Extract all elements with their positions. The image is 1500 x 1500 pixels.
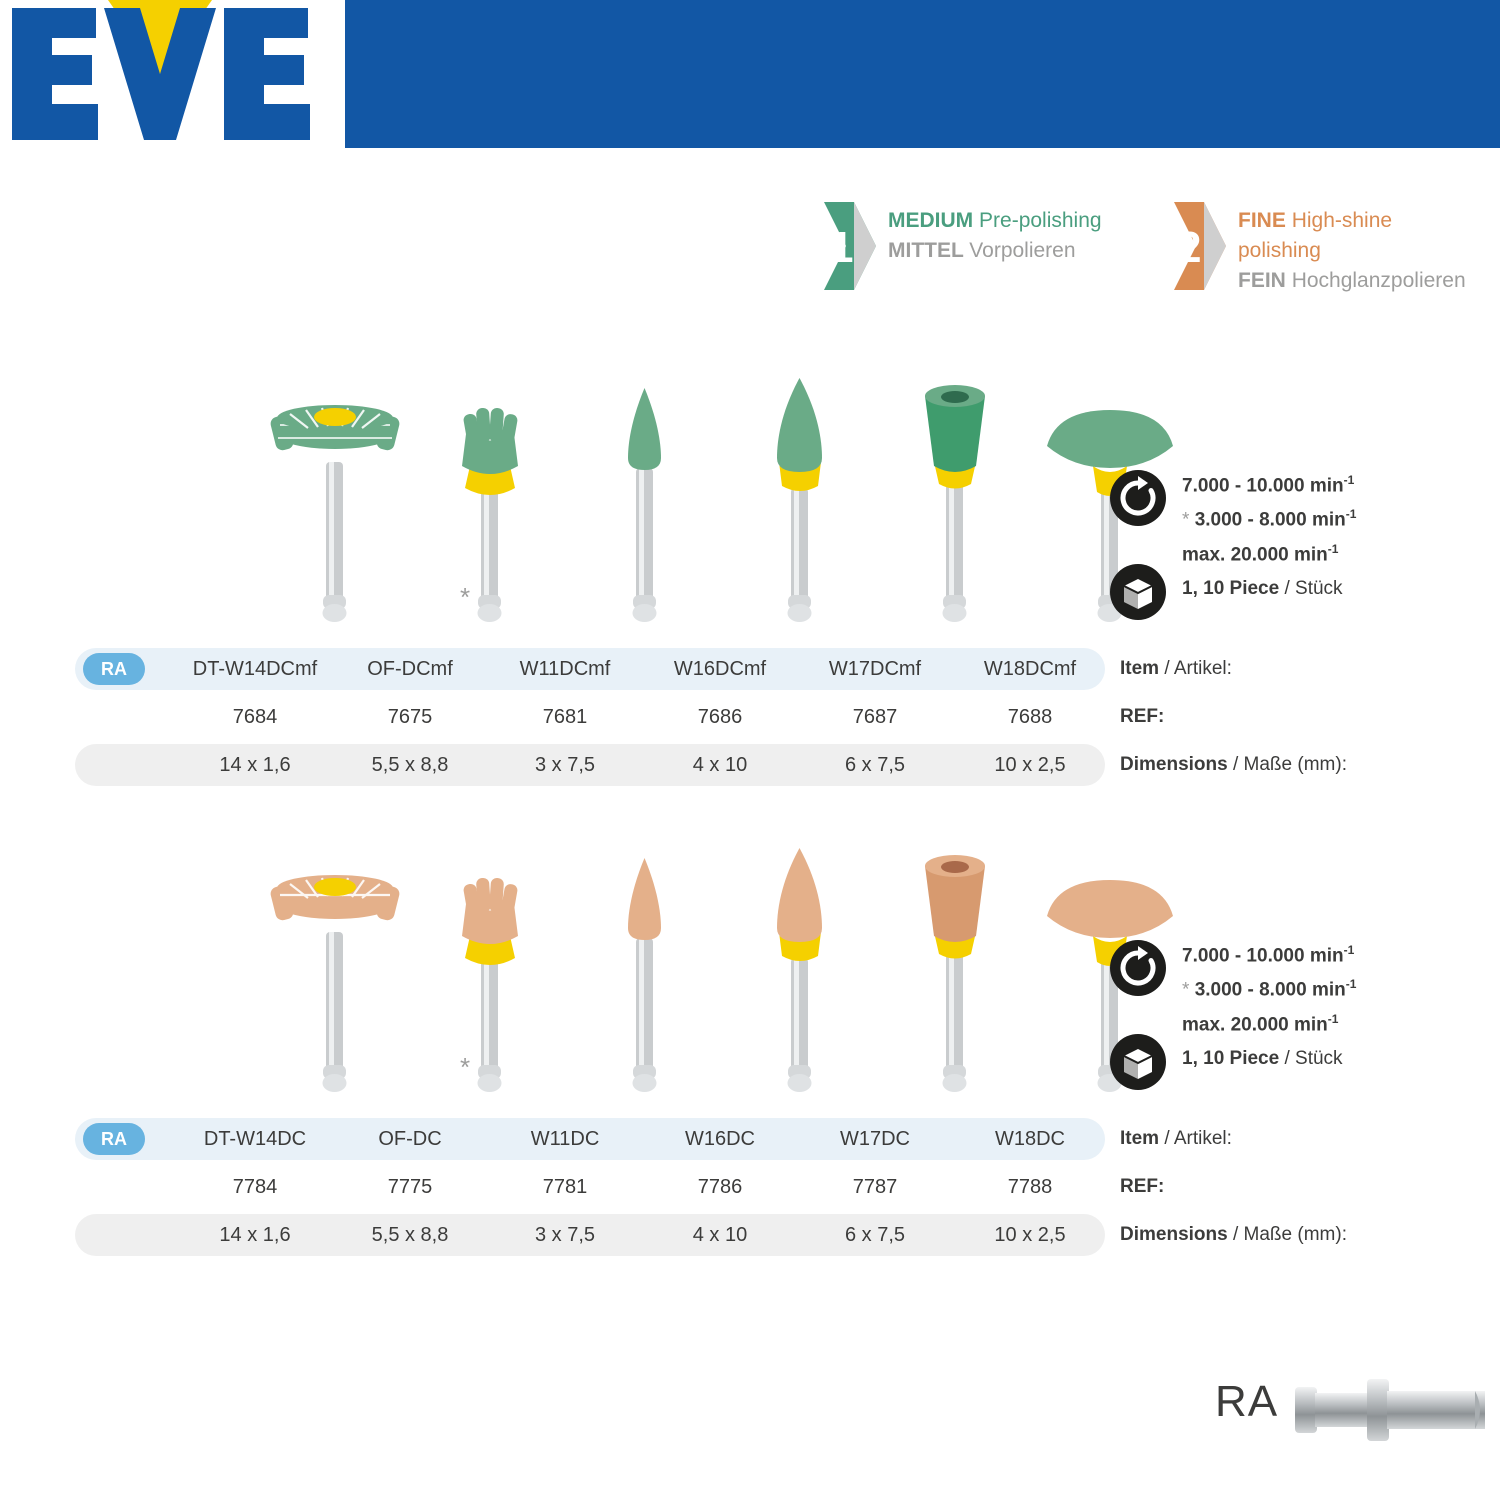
page-header: [0, 0, 1500, 148]
cell-item-3: W16DCmf: [673, 658, 767, 680]
row-label-dim-fine: [1120, 1214, 1347, 1256]
table-row-ref-medium: [75, 696, 1425, 738]
pack-spec-medium: [1110, 564, 1500, 624]
pack-values-fine: [1182, 1044, 1343, 1073]
tool-disc-wheel-fine: [260, 840, 410, 1100]
cell-item-1: OF-DCmf: [367, 658, 453, 680]
row-label-item-sub: / Artikel:: [1164, 658, 1232, 679]
cell-dim-0: 14 x 1,6: [219, 754, 291, 776]
speed-spec-fine: [1110, 940, 1500, 1035]
pack-spec-fine: [1110, 1034, 1500, 1094]
cell-dim-2: 3 x 7,5: [534, 1224, 596, 1246]
pack-sub-medium: / Stück: [1284, 578, 1343, 599]
row-label-dim-main: Dimensions: [1120, 754, 1228, 775]
cell-item-0: DT-W14DC: [203, 1128, 307, 1150]
speed-line-2-sup: -1: [1345, 507, 1357, 522]
row-label-ref-fine: REF:: [1120, 1176, 1165, 1197]
rotation-speed-icon: [1110, 470, 1166, 526]
step-2-label-de: FEIN: [1238, 269, 1286, 292]
table-row-item-medium: [75, 648, 1425, 690]
tool-flame-slim-fine: [570, 840, 720, 1100]
specs-fine: [1110, 940, 1500, 1112]
package-box-icon: [1110, 1034, 1166, 1090]
pack-values-medium: [1182, 574, 1343, 603]
table-row-item-fine: [75, 1118, 1425, 1160]
step-2-sub-en: High-shine polishing: [1238, 209, 1393, 262]
tool-images-fine: [150, 840, 1100, 1100]
row-label-dim-sub: / Maße (mm):: [1232, 754, 1347, 775]
speed-line-3: max. 20.000 min: [1182, 543, 1328, 565]
cell-ref-4: 7687: [852, 706, 898, 728]
step-1-label-de: MITTEL: [888, 239, 964, 262]
tool-cup-fine: [880, 840, 1030, 1100]
tool-flame-wide-medium: [725, 370, 875, 630]
cell-dim-5: 10 x 2,5: [994, 1224, 1066, 1246]
speed-line-2: 3.000 - 8.000 min: [1194, 979, 1346, 1001]
tool-images-medium: [150, 370, 1100, 630]
cell-ref-0: 7684: [232, 706, 278, 728]
svg-text:2: 2: [1177, 223, 1202, 272]
row-label-ref-medium: REF:: [1120, 706, 1165, 727]
cell-dim-0: 14 x 1,6: [219, 1224, 291, 1246]
ra-badge-fine: RA: [83, 1123, 145, 1155]
tool-flame-wide-fine: [725, 840, 875, 1100]
spec-table-medium: [75, 648, 1425, 792]
tool-disc-wheel-medium: [260, 370, 410, 630]
step-badge-2: [1170, 196, 1480, 296]
cell-ref-5: 7688: [1007, 706, 1053, 728]
asterisk-marker-fine: *: [460, 1052, 471, 1082]
step-2-text: [1238, 206, 1480, 296]
cell-ref-2: 7781: [542, 1176, 588, 1198]
cell-dim-4: 6 x 7,5: [844, 1224, 906, 1246]
cell-dim-4: 6 x 7,5: [844, 754, 906, 776]
cell-dim-1: 5,5 x 8,8: [371, 754, 449, 776]
cell-dim-5: 10 x 2,5: [994, 754, 1066, 776]
cell-dim-3: 4 x 10: [692, 1224, 748, 1246]
specs-medium: [1110, 470, 1500, 642]
step-2-sub-de: Hochglanzpolieren: [1291, 269, 1466, 292]
cell-ref-3: 7686: [697, 706, 743, 728]
tool-brush-cup-medium: [415, 370, 565, 630]
row-label-dim-medium: [1120, 744, 1347, 786]
cell-dim-1: 5,5 x 8,8: [371, 1224, 449, 1246]
row-label-item-medium: [1120, 648, 1232, 690]
speed-asterisk: *: [1182, 979, 1190, 1001]
cell-item-4: W17DC: [839, 1128, 910, 1150]
speed-line-1: 7.000 - 10.000 min: [1182, 945, 1344, 967]
row-label-dim-sub: / Maße (mm):: [1232, 1224, 1347, 1245]
step-1-label-en: MEDIUM: [888, 209, 974, 232]
cell-item-5: W18DC: [994, 1128, 1065, 1150]
cell-item-4: W17DCmf: [828, 658, 922, 680]
cell-dim-2: 3 x 7,5: [534, 754, 596, 776]
cell-item-5: W18DCmf: [983, 658, 1077, 680]
cell-ref-0: 7784: [232, 1176, 278, 1198]
tool-brush-cup-fine: [415, 840, 565, 1100]
cell-ref-2: 7681: [542, 706, 588, 728]
cell-item-1: OF-DC: [378, 1128, 442, 1150]
cell-item-2: W11DC: [530, 1128, 600, 1150]
package-box-icon: [1110, 564, 1166, 620]
speed-line-3: max. 20.000 min: [1182, 1013, 1328, 1035]
shank-type-footer: [1215, 1355, 1485, 1465]
row-label-item-main: Item: [1120, 658, 1160, 679]
table-row-dim-fine: [75, 1214, 1425, 1256]
speed-values-fine: [1182, 936, 1356, 1039]
speed-values-medium: [1182, 466, 1356, 569]
cell-ref-5: 7788: [1007, 1176, 1053, 1198]
step-1-sub-de: Vorpolieren: [969, 239, 1076, 262]
speed-asterisk: *: [1182, 509, 1190, 531]
step-badge-1: [820, 196, 1130, 296]
pack-count-fine: 1, 10 Piece: [1182, 1048, 1280, 1069]
rotation-speed-icon: [1110, 940, 1166, 996]
speed-line-3-sup: -1: [1327, 1011, 1339, 1026]
step-2-label-en: FINE: [1238, 209, 1286, 232]
step-1-sub-en: Pre-polishing: [979, 209, 1102, 232]
arrow-icon-1: [820, 200, 878, 292]
speed-line-2-sup: -1: [1345, 977, 1357, 992]
spec-table-fine: [75, 1118, 1425, 1262]
speed-line-1-sup: -1: [1343, 943, 1355, 957]
row-label-item-fine: [1120, 1118, 1232, 1160]
pack-count-medium: 1, 10 Piece: [1182, 578, 1280, 599]
cell-item-2: W11DCmf: [519, 658, 611, 680]
row-label-item-main: Item: [1120, 1128, 1160, 1149]
arrow-icon-2: [1170, 200, 1228, 292]
eve-logo: [0, 0, 345, 148]
row-label-dim-main: Dimensions: [1120, 1224, 1228, 1245]
table-row-dim-medium: [75, 744, 1425, 786]
tool-cup-medium: [880, 370, 1030, 630]
speed-line-1-sup: -1: [1343, 473, 1355, 487]
speed-spec-medium: [1110, 470, 1500, 565]
tool-flame-slim-medium: [570, 370, 720, 630]
cell-item-3: W16DC: [684, 1128, 755, 1150]
cell-ref-1: 7775: [387, 1176, 433, 1198]
speed-line-3-sup: -1: [1327, 541, 1339, 556]
cell-dim-3: 4 x 10: [692, 754, 748, 776]
cell-item-0: DT-W14DCmf: [192, 658, 318, 680]
speed-line-1: 7.000 - 10.000 min: [1182, 475, 1344, 497]
asterisk-marker-medium: *: [460, 582, 471, 612]
pack-sub-fine: / Stück: [1284, 1048, 1343, 1069]
ra-shank-icon: [1295, 1365, 1485, 1460]
ra-badge-medium: RA: [83, 653, 145, 685]
step-1-text: [888, 206, 1102, 266]
svg-text:1: 1: [829, 223, 854, 272]
row-label-item-sub: / Artikel:: [1164, 1128, 1232, 1149]
cell-ref-1: 7675: [387, 706, 433, 728]
table-row-ref-fine: [75, 1166, 1425, 1208]
cell-ref-3: 7786: [697, 1176, 743, 1198]
speed-line-2: 3.000 - 8.000 min: [1194, 509, 1346, 531]
polishing-steps: [820, 196, 1480, 296]
cell-ref-4: 7787: [852, 1176, 898, 1198]
shank-label: RA: [1215, 1377, 1279, 1426]
